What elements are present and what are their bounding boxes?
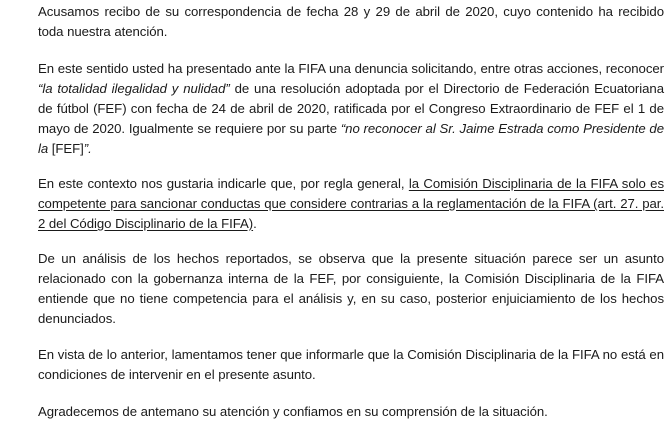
paragraph-competence xyxy=(38,174,664,234)
paragraph-acknowledgement: Acusamos recibo de su correspondencia de fecha 28 y 29 de abril de 2020, cuyo contenido ha recibido toda nuestra atención. xyxy=(38,4,664,39)
complaint-quote-2-end: ”. xyxy=(83,141,92,156)
complaint-quote-1: “la totalidad ilegalidad y nulidad” xyxy=(38,81,230,96)
competence-underlined: la Comisión Disciplinaria de la FIFA solo es competente para sancionar conductas que considere contrarias a la reglamentación de la FIFA (art. 27. par. 2 del Código Disciplinario de la FIFA) xyxy=(38,176,664,231)
letter-body xyxy=(38,2,664,439)
complaint-quote-2-bracket: [FEF] xyxy=(48,141,84,156)
complaint-text-1: En este sentido usted ha presentado ante la FIFA una denuncia solicitando, entre otras acciones, reconocer xyxy=(38,61,664,76)
paragraph-closing: Agradecemos de antemano su atención y confiamos en su comprensión de la situación. xyxy=(38,404,548,419)
paragraph-complaint xyxy=(38,59,664,159)
complaint-quote-2: “no reconocer al Sr. Jaime Estrada como Presidente de la xyxy=(38,121,665,156)
paragraph-conclusion: En vista de lo anterior, lamentamos tener que informarle que la Comisión Disciplinaria de la FIFA no está en condiciones de intervenir en el presente asunto. xyxy=(38,347,664,382)
competence-text-1: En este contexto nos gustaria indicarle que, por regla general, xyxy=(38,176,409,191)
paragraph-analysis: De un análisis de los hechos reportados, se observa que la presente situación parece ser un asunto relacionado con la gobernanza interna de la FEF, por consiguiente, la Comisión Disciplinaria de la FIFA entiende que no tiene competencia para el análisis y, en su caso, posterior enjuiciamiento de los hechos denunciados. xyxy=(38,251,664,326)
competence-text-2: . xyxy=(253,216,257,231)
complaint-text-2: de una resolución adoptada por el Directorio de Federación Ecuatoriana de fútbol (FEF) con fecha de 24 de abril de 2020, ratificada por el Congreso Extraordinario de FEF el 1 de mayo de 2020. Igualmente se requiere por su parte xyxy=(38,81,664,136)
